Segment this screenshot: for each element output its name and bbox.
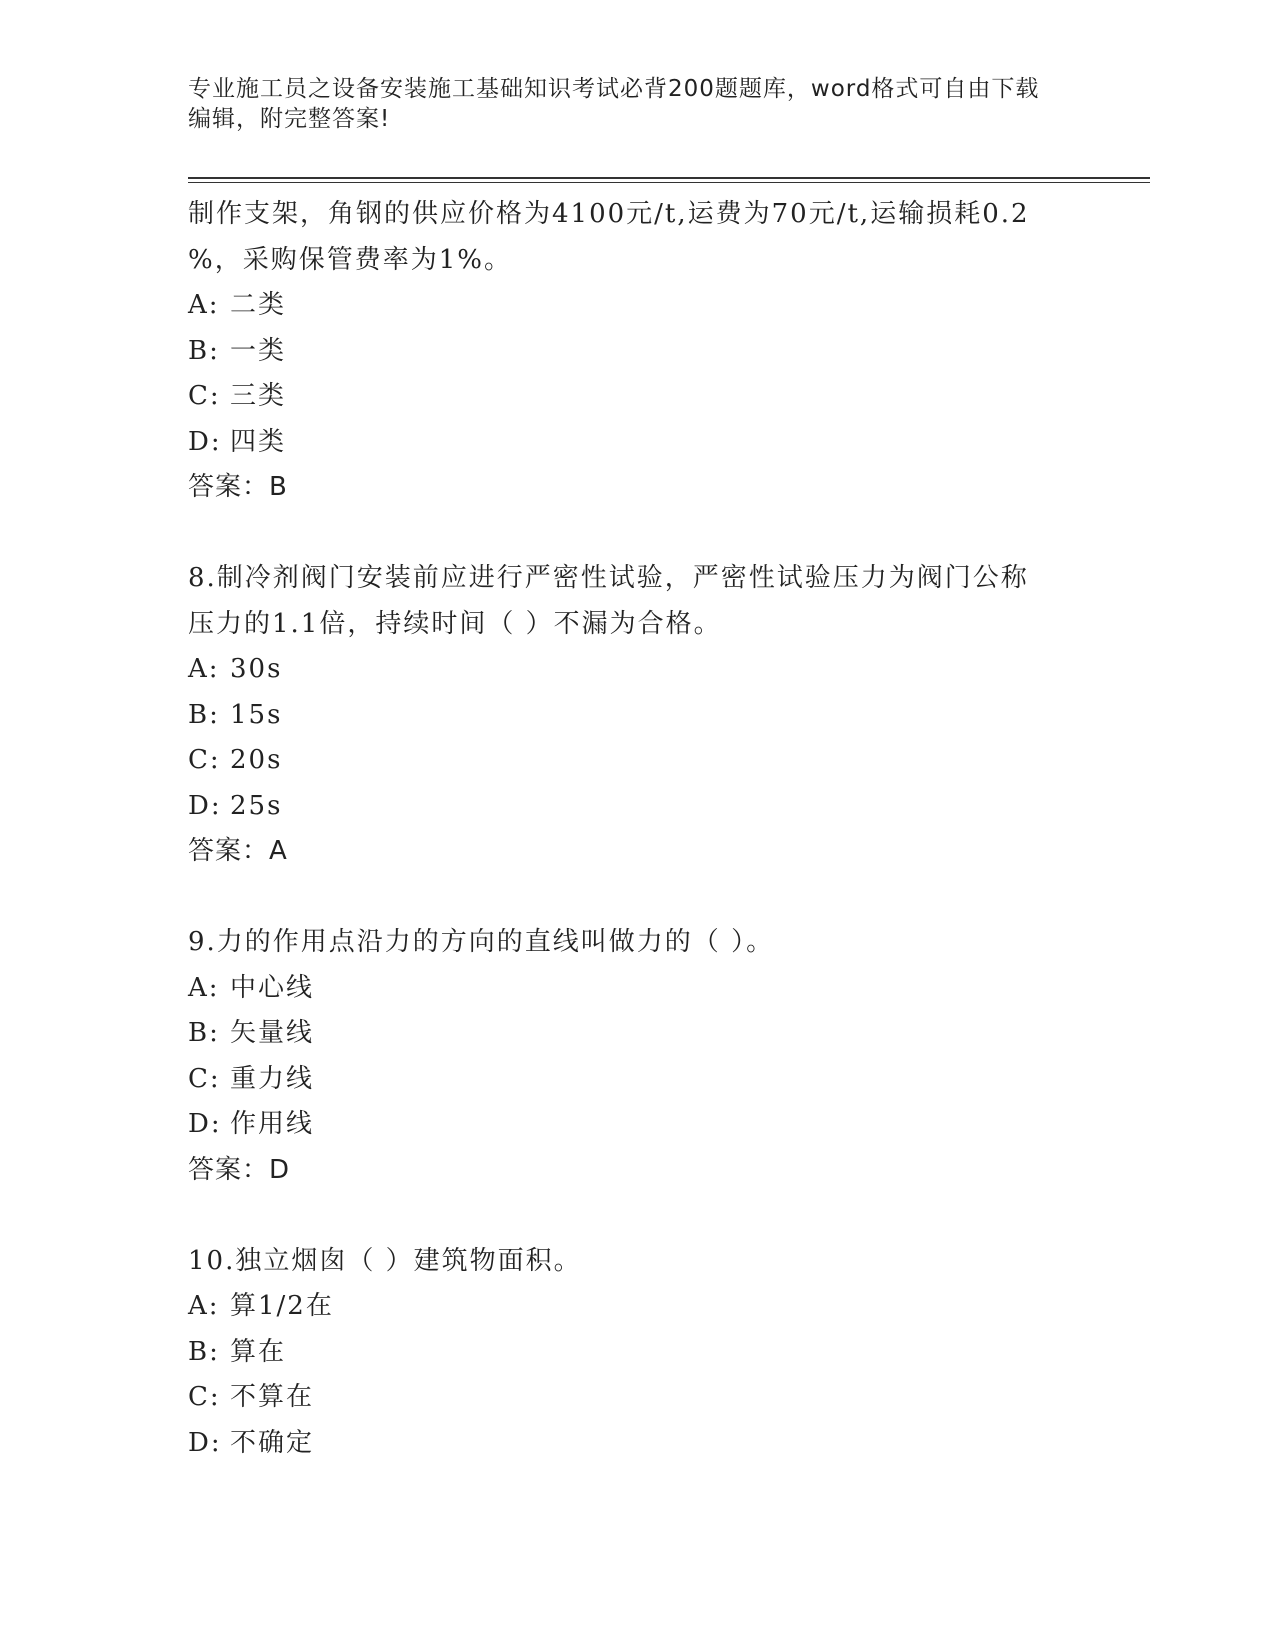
option-c: [188, 1057, 1088, 1103]
header-line-2: 编辑，附完整答案!: [188, 106, 391, 132]
option-a: [188, 1284, 1088, 1330]
option-b: [188, 1330, 1088, 1376]
option-d: [188, 784, 1088, 830]
question-spacer: [188, 511, 1088, 557]
option-text: 中心线: [230, 972, 315, 1003]
question-stem-line: 9.力的作用点沿力的方向的直线叫做力的（ ）。: [188, 927, 775, 957]
option-text: 矢量线: [230, 1018, 315, 1048]
question-9: [188, 920, 1088, 1193]
option-text: 重力线: [230, 1063, 315, 1094]
question-stem-line: %，采购保管费率为1%。: [188, 244, 512, 275]
option-text: 20s: [230, 745, 283, 775]
option-key: C:: [188, 1382, 221, 1412]
question-spacer: [188, 1193, 1088, 1239]
header-rule-bottom: [188, 182, 1150, 183]
option-key: B:: [188, 699, 220, 730]
option-b: [188, 329, 1088, 375]
option-d: [188, 1102, 1088, 1148]
option-text: 算1/2在: [230, 1291, 334, 1321]
option-text: 作用线: [230, 1109, 315, 1139]
question-7: [188, 192, 1088, 511]
option-key: D:: [188, 426, 222, 457]
option-d: [188, 420, 1088, 466]
option-key: B:: [188, 1018, 220, 1048]
option-text: 一类: [230, 335, 287, 366]
option-c: [188, 1375, 1088, 1421]
question-10: [188, 1239, 1088, 1467]
option-a: [188, 283, 1088, 329]
option-text: 算在: [230, 1336, 287, 1367]
option-key: A:: [188, 1291, 220, 1321]
option-key: C:: [188, 745, 221, 775]
option-key: C:: [188, 1063, 221, 1094]
option-key: A:: [188, 972, 220, 1003]
option-key: A:: [188, 290, 220, 320]
answer-line: 答案：A: [188, 836, 288, 866]
question-spacer: [188, 875, 1088, 921]
option-c: [188, 738, 1088, 784]
question-list: [188, 192, 1088, 1466]
question-stem-line: 8.制冷剂阀门安装前应进行严密性试验，严密性试验压力为阀门公称: [188, 563, 1029, 593]
option-c: [188, 374, 1088, 420]
question-8: [188, 556, 1088, 875]
option-text: 30s: [230, 654, 283, 684]
question-stem-line: 10.独立烟囱（ ）建筑物面积。: [188, 1245, 582, 1276]
question-stem-line: 压力的1.1倍，持续时间（ ）不漏为合格。: [188, 608, 722, 639]
option-text: 不确定: [230, 1427, 315, 1458]
option-d: [188, 1421, 1088, 1467]
header-line-1: 专业施工员之设备安装施工基础知识考试必背200题题库，word格式可自由下载: [188, 76, 1040, 102]
option-text: 不算在: [230, 1382, 315, 1412]
option-a: [188, 966, 1088, 1012]
header-rule-top: [188, 177, 1150, 179]
option-key: B:: [188, 1336, 220, 1367]
answer-line: 答案：D: [188, 1154, 291, 1185]
option-b: [188, 1011, 1088, 1057]
option-text: 三类: [230, 381, 287, 411]
option-key: C:: [188, 381, 221, 411]
option-b: [188, 693, 1088, 739]
option-key: A:: [188, 654, 220, 684]
option-key: D:: [188, 1109, 222, 1139]
option-text: 四类: [230, 426, 287, 457]
option-key: D:: [188, 790, 222, 821]
option-a: [188, 647, 1088, 693]
option-text: 二类: [230, 290, 287, 320]
question-stem-line: 制作支架，角钢的供应价格为4100元/t,运费为70元/t,运输损耗0.2: [188, 199, 1030, 229]
answer-line: 答案：B: [188, 472, 288, 502]
option-text: 15s: [230, 699, 283, 730]
option-text: 25s: [230, 790, 283, 821]
document-header: [188, 74, 1088, 134]
option-key: B:: [188, 335, 220, 366]
option-key: D:: [188, 1427, 222, 1458]
